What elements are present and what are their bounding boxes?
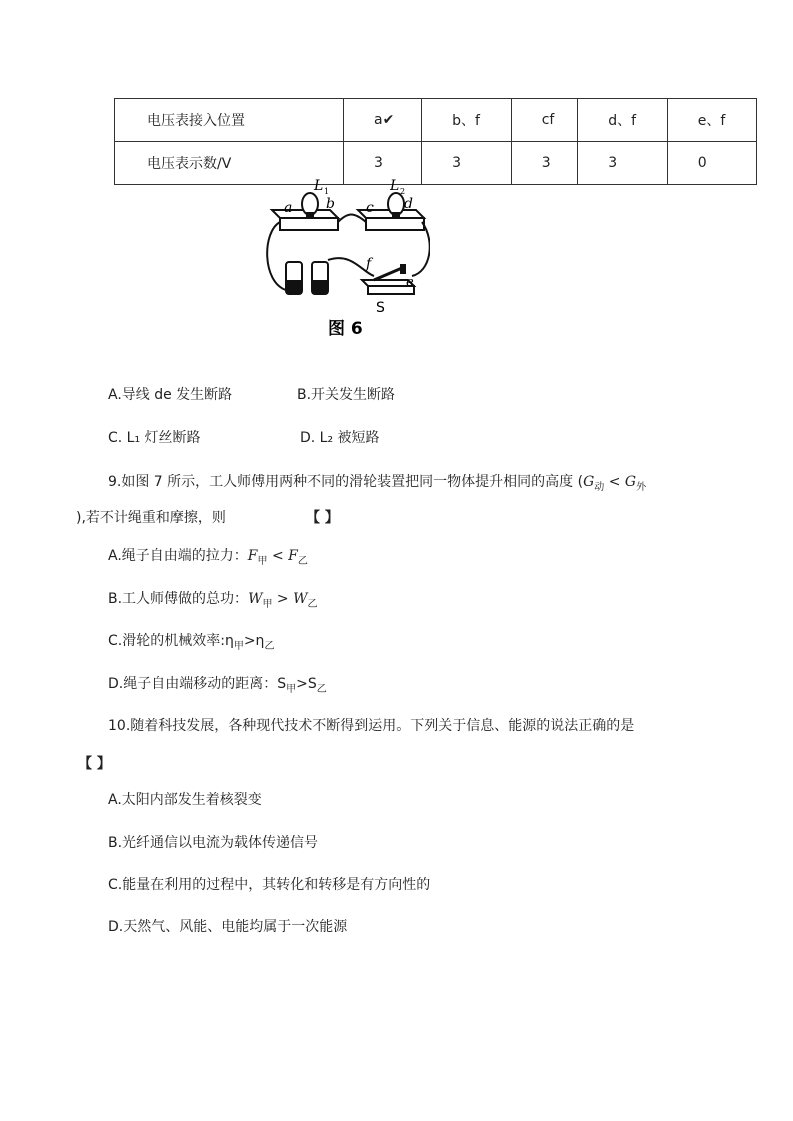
lamp-base-2-side	[366, 218, 424, 230]
op: >S	[296, 676, 317, 692]
table-cell: cf	[511, 99, 577, 142]
sub-jia: 甲	[233, 641, 244, 652]
q9-option-d	[108, 675, 327, 695]
table-cell: 3	[578, 142, 668, 185]
q9-answer-bracket: 【 】	[306, 510, 339, 526]
table-row	[115, 142, 757, 185]
q9-stem-line1	[108, 473, 646, 493]
label-c: c	[366, 200, 374, 216]
q10-stem: 10.随着科技发展，各种现代技术不断得到运用。下列关于信息、能源的说法正确的是	[108, 718, 635, 734]
table-cell: 3	[511, 142, 577, 185]
q10-answer-bracket: 【 】	[78, 756, 111, 772]
q9-option-c	[108, 632, 274, 652]
battery-icon-base	[312, 280, 328, 294]
label-b: b	[326, 196, 335, 212]
condition-g1: G	[583, 474, 595, 490]
wire	[267, 222, 286, 290]
q8-option-d: D. L₂ 被短路	[300, 430, 380, 446]
sub-jia: 甲	[262, 599, 273, 610]
label-d: d	[404, 196, 413, 212]
condition-sub1: 动	[594, 482, 605, 493]
q10-option-d: D.天然气、风能、电能均属于一次能源	[108, 919, 348, 935]
bulb-1-icon	[302, 193, 318, 215]
op: <	[267, 548, 289, 564]
label-L1-sub: 1	[324, 187, 330, 196]
table-cell: b、f	[422, 99, 512, 142]
sub-yi: 乙	[264, 641, 275, 652]
var-f: F	[288, 548, 298, 564]
q8-option-c: C. L₁ 灯丝断路	[108, 430, 201, 446]
option-label: A.绳子自由端的拉力：	[108, 548, 248, 564]
label-e: e	[406, 275, 414, 290]
q9-stem-line2	[76, 509, 226, 527]
q10-option-b: B.光纤通信以电流为载体传递信号	[108, 835, 319, 851]
table-cell: d、f	[578, 99, 668, 142]
label-L2-sub: 2	[400, 187, 406, 196]
sub-yi: 乙	[316, 684, 327, 695]
op: >	[272, 591, 294, 607]
bulb-2-socket	[392, 212, 400, 217]
table-cell: a✔	[344, 99, 422, 142]
condition-sub2: 外	[636, 482, 647, 493]
sub-yi: 乙	[297, 556, 308, 567]
q8-option-b: B.开关发生断路	[297, 387, 396, 403]
table-cell: 0	[667, 142, 756, 185]
q9-stem-text2: ),若不计绳重和摩擦，则	[76, 510, 226, 526]
sub-jia: 甲	[257, 556, 268, 567]
q9-stem-text: 9.如图 7 所示，工人师傅用两种不同的滑轮装置把同一物体提升相同的高度 (	[108, 474, 584, 490]
var-w: W	[293, 591, 308, 607]
table-row	[115, 99, 757, 142]
wire	[338, 215, 366, 223]
option-label: B.工人师傅做的总功：	[108, 591, 249, 607]
label-a: a	[284, 200, 293, 216]
label-L1: L	[314, 178, 324, 194]
table-cell: 电压表示数/V	[115, 142, 344, 185]
option-label: C.滑轮的机械效率:η	[108, 633, 234, 649]
table-cell: 电压表接入位置	[115, 99, 344, 142]
q9-option-b	[108, 590, 317, 610]
label-L2: L	[390, 178, 400, 194]
label-f: f	[366, 256, 372, 272]
bulb-2-icon	[388, 193, 404, 215]
q9-option-a	[108, 547, 308, 567]
table-cell: 3	[422, 142, 512, 185]
sub-yi: 乙	[307, 599, 318, 610]
switch-contact	[400, 264, 406, 274]
condition-g2: G	[624, 474, 637, 490]
condition-op: <	[604, 474, 625, 490]
var-w: W	[248, 591, 263, 607]
figure-caption: 图 6	[328, 319, 363, 339]
table-cell: e、f	[667, 99, 756, 142]
label-S: S	[376, 300, 385, 316]
q8-option-a: A.导线 de 发生断路	[108, 387, 233, 403]
q10-option-c: C.能量在利用的过程中，其转化和转移是有方向性的	[108, 877, 431, 893]
option-label: D.绳子自由端移动的距离：S	[108, 676, 287, 692]
q10-option-a: A.太阳内部发生着核裂变	[108, 792, 262, 808]
battery-icon-base	[286, 280, 302, 294]
var-f: F	[247, 548, 258, 564]
voltage-table	[114, 98, 757, 185]
lamp-base-1-side	[280, 218, 338, 230]
switch-lever-icon	[374, 268, 402, 280]
op: >η	[243, 633, 265, 649]
table-cell: 3	[344, 142, 422, 185]
circuit-figure	[262, 172, 430, 342]
sub-jia: 甲	[286, 684, 297, 695]
bulb-1-socket	[306, 212, 314, 217]
